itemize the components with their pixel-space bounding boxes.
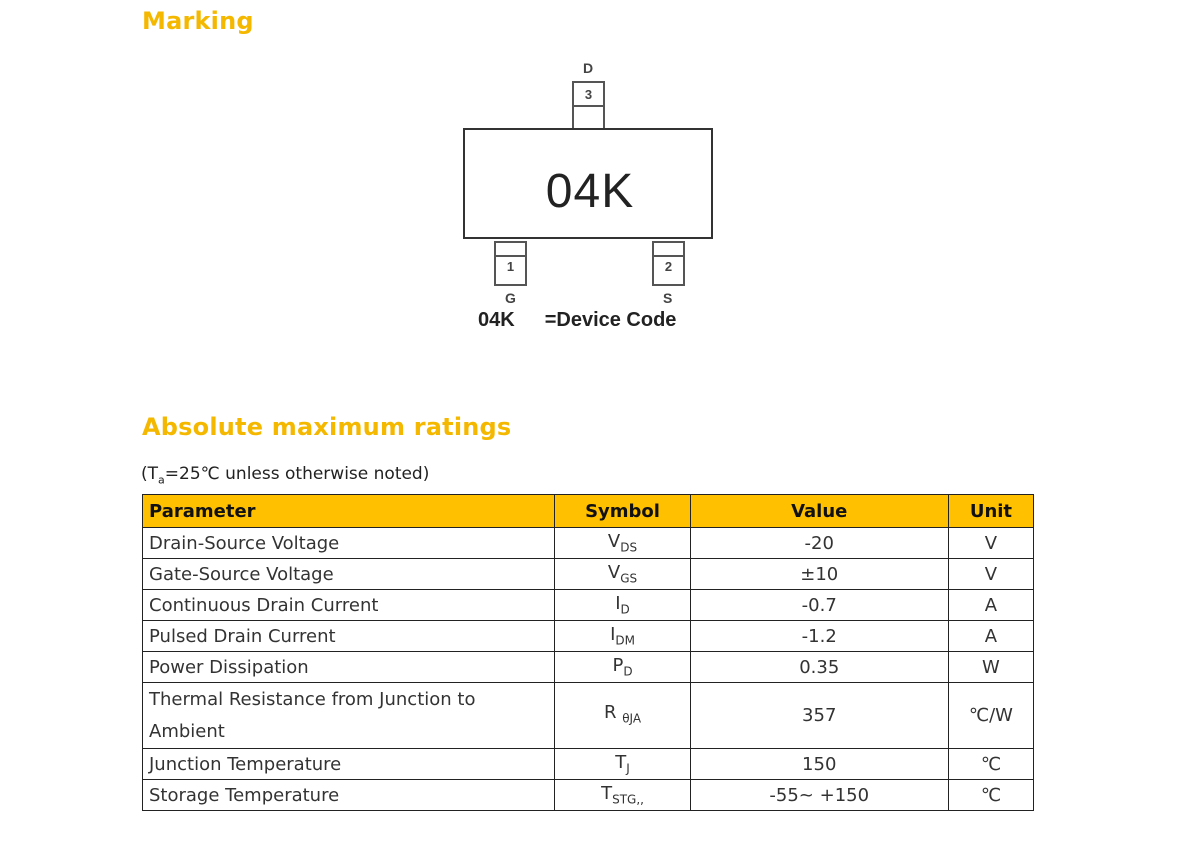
package-diagram (460, 58, 720, 348)
col-header-unit: Unit (948, 495, 1033, 528)
cell-symbol: $T_J$ (555, 749, 690, 780)
cell-parameter: Pulsed Drain Current (143, 621, 555, 652)
cell-value: ±10 (690, 559, 948, 590)
pin-drain (572, 81, 605, 130)
cell-value: -1.2 (690, 621, 948, 652)
cell-symbol: $V_{DS}$ (555, 528, 690, 559)
col-header-symbol: Symbol (555, 495, 690, 528)
table-row (143, 528, 1034, 559)
table-row (143, 652, 1034, 683)
device-code-legend (478, 309, 676, 332)
cell-parameter: Gate-Source Voltage (143, 559, 555, 590)
cell-value: 150 (690, 749, 948, 780)
cell-value: -0.7 (690, 590, 948, 621)
cell-symbol: R $_{\theta JA}$ (555, 683, 690, 749)
cell-parameter: Thermal Resistance from Junction to Ambient (143, 683, 555, 749)
table-row (143, 780, 1034, 811)
marking-heading: Marking (142, 7, 254, 35)
pin-source-label: S (663, 290, 673, 306)
cell-value: 0.35 (690, 652, 948, 683)
cell-unit: ℃/W (948, 683, 1033, 749)
cell-unit: ℃ (948, 780, 1033, 811)
pin-gate-number: 1 (506, 259, 515, 274)
table-row (143, 683, 1034, 749)
pin-gate (494, 241, 527, 286)
cell-unit: A (948, 590, 1033, 621)
table-row (143, 749, 1034, 780)
ratings-table (142, 494, 1034, 811)
ratings-note: ($T_a=25℃$ unless otherwise noted) (141, 464, 430, 487)
table-row (143, 621, 1034, 652)
legend-text: =Device Code (544, 309, 677, 331)
table-row (143, 559, 1034, 590)
col-header-parameter: Parameter (143, 495, 555, 528)
ratings-heading: Absolute maximum ratings (142, 413, 512, 441)
legend-code: 04K (478, 309, 515, 331)
col-header-value: Value (690, 495, 948, 528)
cell-parameter: Storage Temperature (143, 780, 555, 811)
cell-parameter: Power Dissipation (143, 652, 555, 683)
pin-gate-label: G (505, 290, 516, 306)
cell-unit: W (948, 652, 1033, 683)
cell-parameter: Drain-Source Voltage (143, 528, 555, 559)
pin-drain-label: D (583, 60, 594, 76)
cell-symbol: $T_{STG,,}$ (555, 780, 690, 811)
cell-unit: V (948, 559, 1033, 590)
cell-value: -55~ +150 (690, 780, 948, 811)
cell-parameter: Continuous Drain Current (143, 590, 555, 621)
cell-unit: A (948, 621, 1033, 652)
pin-source (652, 241, 685, 286)
cell-unit: V (948, 528, 1033, 559)
package-body (463, 128, 713, 239)
cell-unit: ℃ (948, 749, 1033, 780)
pin-drain-number: 3 (574, 85, 603, 107)
cell-value: 357 (690, 683, 948, 749)
table-row (143, 590, 1034, 621)
cell-parameter: Junction Temperature (143, 749, 555, 780)
cell-symbol: $I_{DM}$ (555, 621, 690, 652)
cell-symbol: $I_D$ (555, 590, 690, 621)
table-header-row (143, 495, 1034, 528)
pin-source-number: 2 (664, 259, 673, 274)
device-code-marking: 04K (545, 165, 635, 218)
cell-symbol: $V_{GS}$ (555, 559, 690, 590)
cell-value: -20 (690, 528, 948, 559)
cell-symbol: $P_D$ (555, 652, 690, 683)
